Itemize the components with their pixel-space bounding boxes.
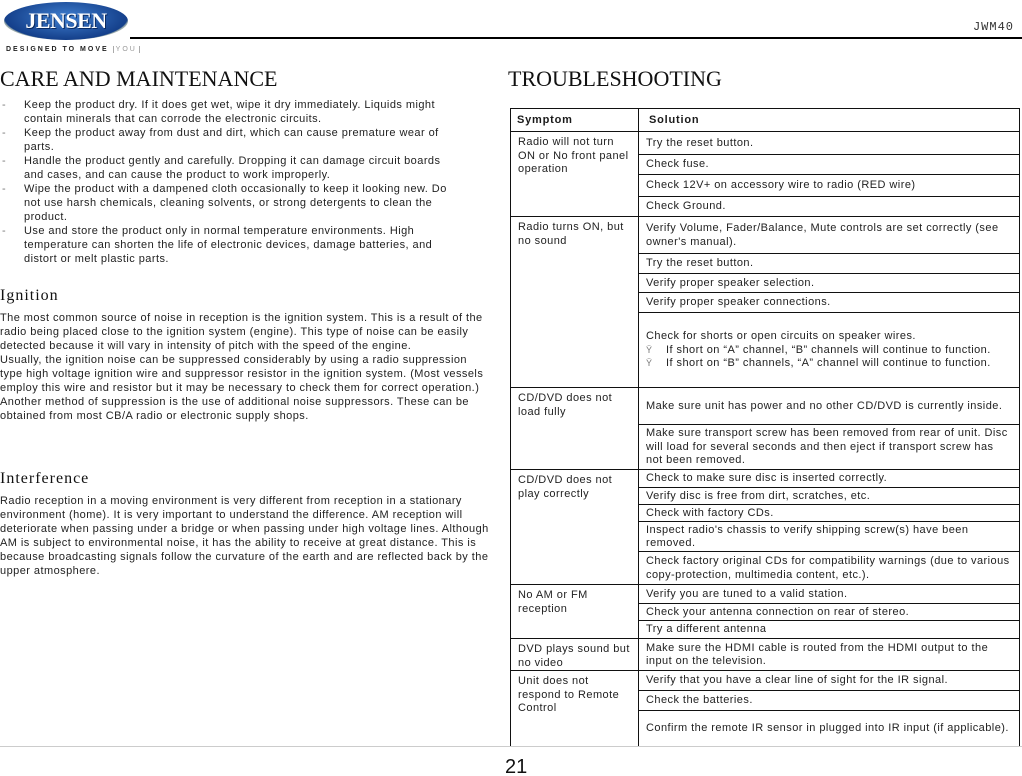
table-row [511,671,1020,691]
solution-text: Check with factory CDs. [646,506,774,519]
symptom-cell: Unit does not respond to Remote Control [511,671,639,747]
tagline [6,46,140,53]
dash-marker: - [2,99,7,111]
ignition-title: Ignition [0,287,59,304]
solution-text: Confirm the remote IR sensor in plugged into IR input (if applicable). [646,722,1009,735]
subitem-text: If short on “A” channel, “B” channels will continue to function. [666,343,991,356]
troubleshooting-table [510,108,1020,747]
solution-cell [639,671,1020,691]
care-bullet [0,98,462,126]
table-row [511,388,1020,425]
care-list [0,98,462,266]
solution-text: Check for shorts or open circuits on speaker wires. [646,330,916,343]
care-bullet [0,224,462,266]
solution-cell [639,552,1020,585]
interference-title: Interference [0,470,90,487]
solution-subitem [646,357,1013,371]
solution-cell [639,604,1020,621]
dash-marker: - [2,127,7,139]
table-row [511,217,1020,254]
table-row [511,585,1020,604]
solution-text: Verify proper speaker selection. [646,276,815,289]
symptom-cell: No AM or FM reception [511,585,639,639]
solution-cell [639,217,1020,254]
care-bullet-text: Wipe the product with a dampened cloth occasionally to keep it looking new. Do not use harsh chemicals, cleaning solvents, or strong detergents to clean the product. [24,183,447,223]
solution-text: Check your antenna connection on rear of stereo. [646,605,910,618]
tagline-text: DESIGNED TO MOVE [6,46,109,53]
care-bullet-text: Keep the product dry. If it does get wet, wipe it dry immediately. Liquids might contain minerals that can corrode the electronic circuits. [24,99,435,125]
dash-marker: - [2,183,7,195]
solution-cell [639,132,1020,155]
solution-cell [639,488,1020,505]
tagline-box: YOU [113,46,140,53]
solution-cell [639,155,1020,175]
model-number: JWM40 [972,20,1014,34]
solution-cell [639,197,1020,217]
interference-paragraph: Radio reception in a moving environment is very different from reception in a stationary environment (home). It is very important to understand the difference. AM reception will deteriorate when passing under a bridge or when passing under high voltage lines. Although AM is subject to environmental noise, it has the ability to receive at great distance. This is because broadcasting signals follow the curvature of the earth and are reflected back by the upper atmosphere. [0,495,489,577]
solution-text: Verify disc is free from dirt, scratches, etc. [646,489,871,502]
table-row [511,639,1020,671]
header-rule [130,37,1022,39]
solution-text: Verify proper speaker connections. [646,296,831,309]
solution-cell [639,691,1020,711]
solution-text: Make sure unit has power and no other CD/DVD is currently inside. [646,399,1003,412]
solution-text: Inspect radio's chassis to verify shipping screw(s) have been removed. [646,523,969,549]
solution-text: Check fuse. [646,158,710,171]
ignition-body [0,311,492,423]
interference-body [0,494,492,578]
dash-marker: - [2,155,7,167]
solution-subitem [646,344,1013,358]
solution-cell [639,711,1020,747]
solution-text: Verify you are tuned to a valid station. [646,587,848,600]
symptom-cell: Radio turns ON, but no sound [511,217,639,388]
solution-text: Check factory original CDs for compatibility warnings (due to various copy-protection, multimedia content, etc.). [646,555,1010,581]
solution-cell [639,388,1020,425]
symptom-cell: Radio will not turn ON or No front panel operation [511,132,639,217]
solution-text: Check to make sure disc is inserted correctly. [646,472,888,485]
solution-text: Try a different antenna [646,623,767,636]
solution-cell [639,639,1020,671]
solution-cell [639,254,1020,274]
solution-cell [639,293,1020,313]
symptom-cell: DVD plays sound but no video [511,639,639,671]
table-row [511,470,1020,488]
solution-cell [639,425,1020,470]
ignition-paragraph: Usually, the ignition noise can be suppressed considerably by using a radio suppression type high voltage ignition wire and suppressor resistor in the ignition system. (Most vessels employ this wire and resistor but it may be necessary to check them for correct operation.) Another method of suppression is the use of additional noise suppressors. These can be obtained from most CB/A radio or electronic supply shops. [0,354,484,422]
dash-marker: - [2,225,7,237]
care-bullet-text: Keep the product away from dust and dirt, which can cause premature wear of parts. [24,127,439,153]
table-row [511,132,1020,155]
solution-text: Verify Volume, Fader/Balance, Mute controls are set correctly (see owner's manual). [646,222,999,248]
solution-text: Check Ground. [646,200,726,213]
page-number: 21 [505,756,528,776]
logo-text: JENSEN [25,8,107,33]
care-bullet [0,154,462,182]
solution-text: Make sure the HDMI cable is routed from the HDMI output to the input on the television. [646,641,989,667]
solution-cell [639,585,1020,604]
jensen-logo [4,2,128,40]
solution-text: Check the batteries. [646,694,753,707]
solution-text: Make sure transport screw has been removed from rear of unit. Disc will load for several seconds and then eject if transport screw has not been removed. [646,427,1008,467]
troubleshooting-title: TROUBLESHOOTING [508,66,722,91]
solution-cell [639,470,1020,488]
solution-header: Solution [639,109,1020,132]
solution-cell [639,274,1020,293]
solution-cell [639,313,1020,388]
solution-text: Try the reset button. [646,257,754,270]
solution-cell [639,522,1020,552]
ignition-paragraph: The most common source of noise in reception is the ignition system. This is a result of the radio being placed close to the ignition system (engine). This type of noise can be easily detected because it will vary in intensity of pitch with the speed of the engine. [0,312,483,352]
symptom-cell: CD/DVD does not load fully [511,388,639,470]
care-bullet [0,126,462,154]
care-bullet [0,182,462,224]
subitem-text: If short on “B” channels, “A” channel will continue to function. [666,357,991,370]
solution-cell [639,621,1020,639]
table-header-row [511,109,1020,132]
symptom-header: Symptom [511,109,639,132]
bullet-marker: Ÿ [646,358,653,369]
bullet-marker: Ÿ [646,344,653,355]
footer-rule [0,746,1022,747]
solution-text: Check 12V+ on accessory wire to radio (RED wire) [646,179,916,192]
care-title: CARE AND MAINTENANCE [0,66,278,91]
solution-text: Try the reset button. [646,136,754,149]
solution-cell [639,175,1020,197]
solution-cell [639,505,1020,522]
care-bullet-text: Handle the product gently and carefully. Dropping it can damage circuit boards and cases, and can cause the product to work improperly. [24,155,441,181]
care-bullet-text: Use and store the product only in normal temperature environments. High temperature can shorten the life of electronic devices, damage batteries, and distort or melt plastic parts. [24,225,433,265]
symptom-cell: CD/DVD does not play correctly [511,470,639,585]
solution-text: Verify that you have a clear line of sight for the IR signal. [646,674,948,687]
